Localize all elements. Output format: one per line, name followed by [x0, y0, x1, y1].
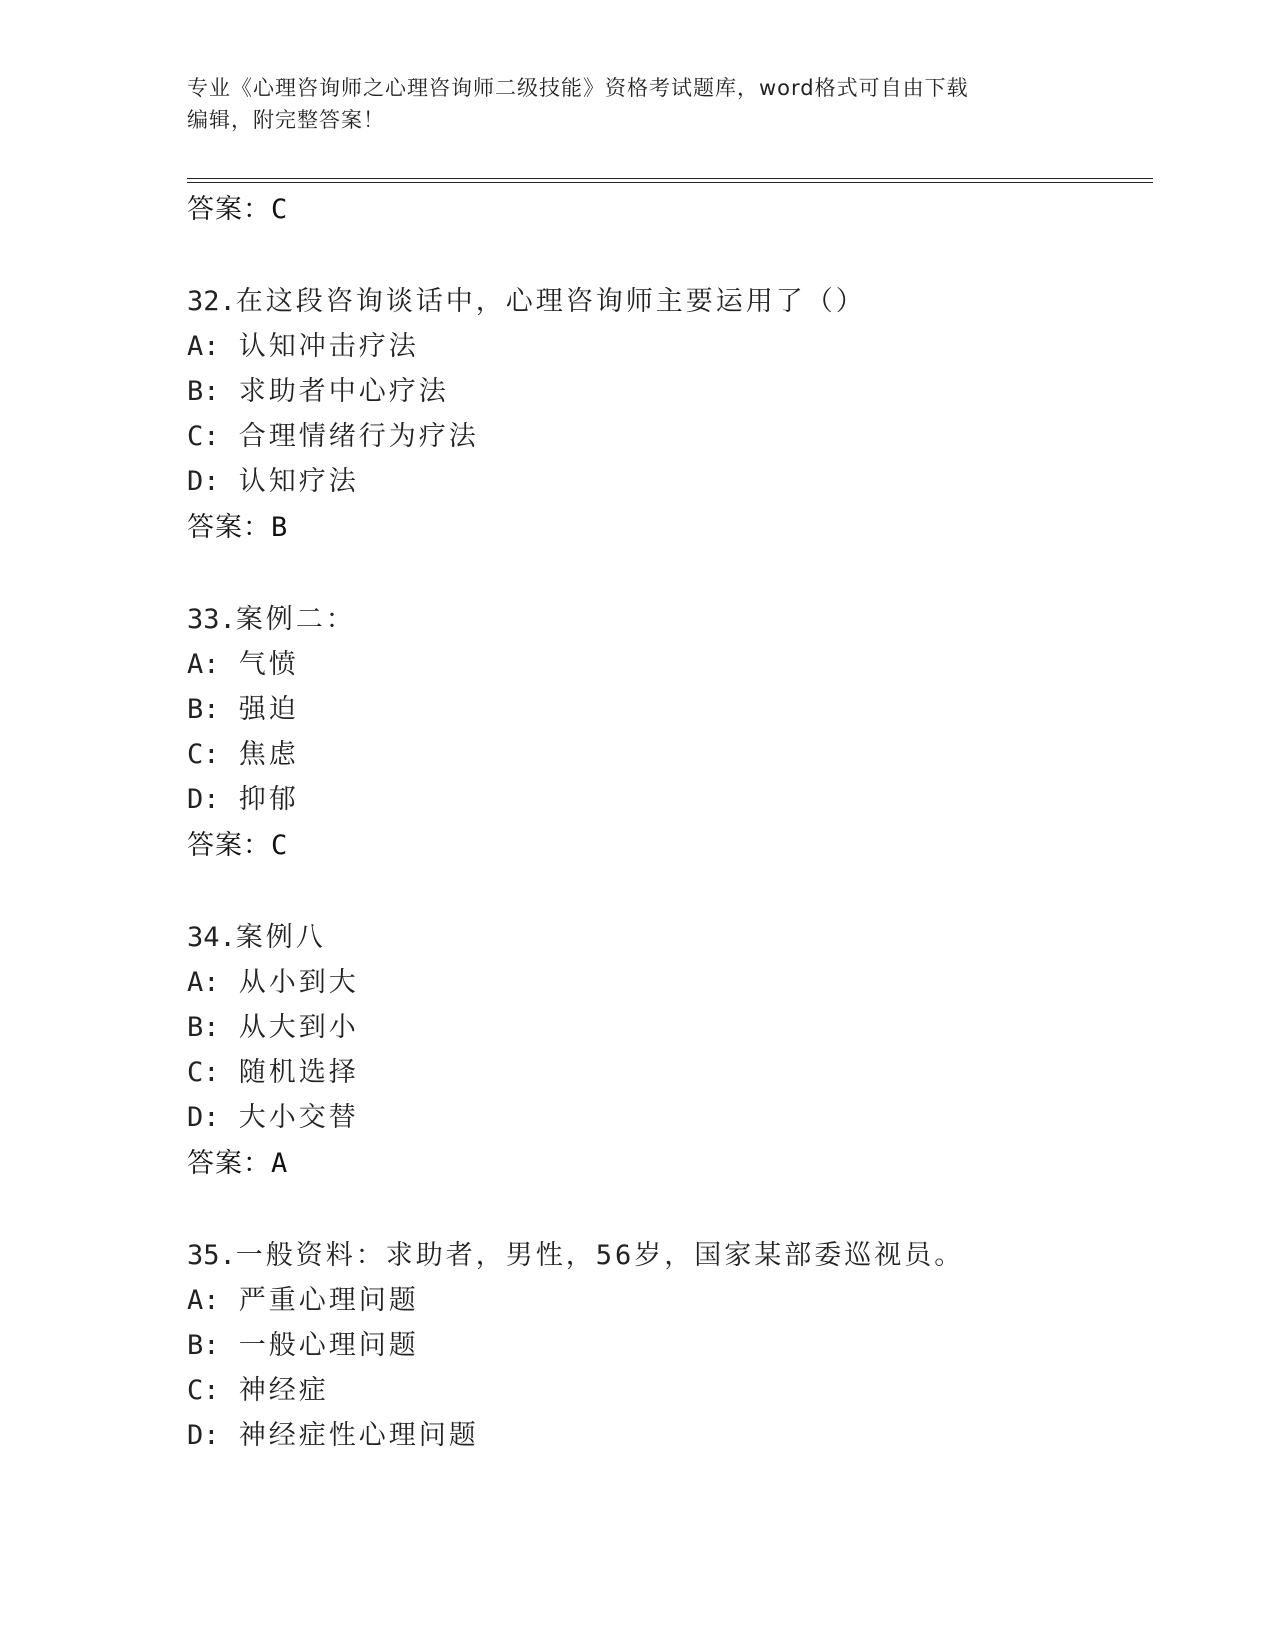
answer-value: C — [271, 830, 289, 861]
option-text: 抑郁 — [238, 784, 299, 815]
question-text: 在这段咨询谈话中，心理咨询师主要运用了（） — [235, 286, 866, 317]
question-33 — [187, 597, 1153, 870]
question-number: 32. — [187, 286, 236, 317]
question-number: 33. — [187, 604, 236, 635]
option-text: 大小交替 — [238, 1102, 359, 1133]
answer-label: 答案： — [187, 830, 271, 861]
option-text: 神经症 — [238, 1375, 329, 1406]
option-a — [187, 324, 1153, 369]
option-key: B: — [187, 1330, 220, 1361]
option-text: 一般心理问题 — [238, 1330, 419, 1361]
answer-value: A — [271, 1148, 289, 1179]
option-key: A: — [187, 1285, 220, 1316]
question-text: 一般资料：求助者，男性，56岁，国家某部委巡视员。 — [235, 1240, 965, 1271]
option-key: D: — [187, 1102, 220, 1133]
option-key: A: — [187, 331, 220, 362]
option-key: C: — [187, 739, 220, 770]
option-text: 从小到大 — [238, 967, 359, 998]
option-text: 严重心理问题 — [238, 1285, 419, 1316]
question-number: 35. — [187, 1240, 236, 1271]
option-key: C: — [187, 1057, 220, 1088]
option-d — [187, 1413, 1153, 1458]
option-key: C: — [187, 421, 220, 452]
question-stem — [187, 279, 1153, 324]
option-key: D: — [187, 466, 220, 497]
option-key: A: — [187, 649, 220, 680]
header-line-2: 编辑，附完整答案！ — [187, 108, 385, 132]
option-c — [187, 1050, 1153, 1095]
option-b — [187, 369, 1153, 414]
option-text: 认知疗法 — [238, 466, 359, 497]
option-text: 强迫 — [238, 694, 299, 725]
header-divider-bottom — [187, 182, 1153, 183]
option-c — [187, 732, 1153, 777]
question-number: 34. — [187, 922, 236, 953]
option-d — [187, 1095, 1153, 1140]
option-key: D: — [187, 784, 220, 815]
option-key: B: — [187, 1012, 220, 1043]
option-b — [187, 1323, 1153, 1368]
option-b — [187, 687, 1153, 732]
answer-line — [187, 186, 1153, 234]
header-line-1: 专业《心理咨询师之心理咨询师二级技能》资格考试题库，word格式可自由下载 — [187, 76, 969, 100]
option-text: 从大到小 — [238, 1012, 359, 1043]
answer-line — [187, 822, 1153, 870]
question-32 — [187, 279, 1153, 552]
option-key: A: — [187, 967, 220, 998]
answer-value: C — [271, 194, 289, 225]
question-34 — [187, 915, 1153, 1188]
option-text: 气愤 — [238, 649, 299, 680]
question-text: 案例八 — [235, 922, 326, 953]
answer-line — [187, 1140, 1153, 1188]
question-stem — [187, 597, 1153, 642]
question-stem — [187, 915, 1153, 960]
option-d — [187, 777, 1153, 822]
option-text: 焦虑 — [238, 739, 299, 770]
option-c — [187, 414, 1153, 459]
option-text: 神经症性心理问题 — [238, 1420, 479, 1451]
option-d — [187, 459, 1153, 504]
option-c — [187, 1368, 1153, 1413]
option-b — [187, 1005, 1153, 1050]
answer-line — [187, 504, 1153, 552]
question-stem — [187, 1233, 1153, 1278]
option-text: 合理情绪行为疗法 — [238, 421, 479, 452]
option-text: 求助者中心疗法 — [238, 376, 449, 407]
answer-value: B — [271, 512, 289, 543]
question-list — [187, 186, 1153, 1458]
option-a — [187, 960, 1153, 1005]
option-key: C: — [187, 1375, 220, 1406]
option-text: 认知冲击疗法 — [238, 331, 419, 362]
option-key: B: — [187, 376, 220, 407]
answer-label: 答案： — [187, 1148, 271, 1179]
option-key: B: — [187, 694, 220, 725]
document-header — [187, 72, 1087, 136]
option-text: 随机选择 — [238, 1057, 359, 1088]
option-a — [187, 642, 1153, 687]
option-a — [187, 1278, 1153, 1323]
answer-label: 答案： — [187, 194, 271, 225]
header-divider-top — [187, 178, 1153, 179]
question-text: 案例二： — [235, 604, 356, 635]
answer-label: 答案： — [187, 512, 271, 543]
option-key: D: — [187, 1420, 220, 1451]
question-35 — [187, 1233, 1153, 1458]
